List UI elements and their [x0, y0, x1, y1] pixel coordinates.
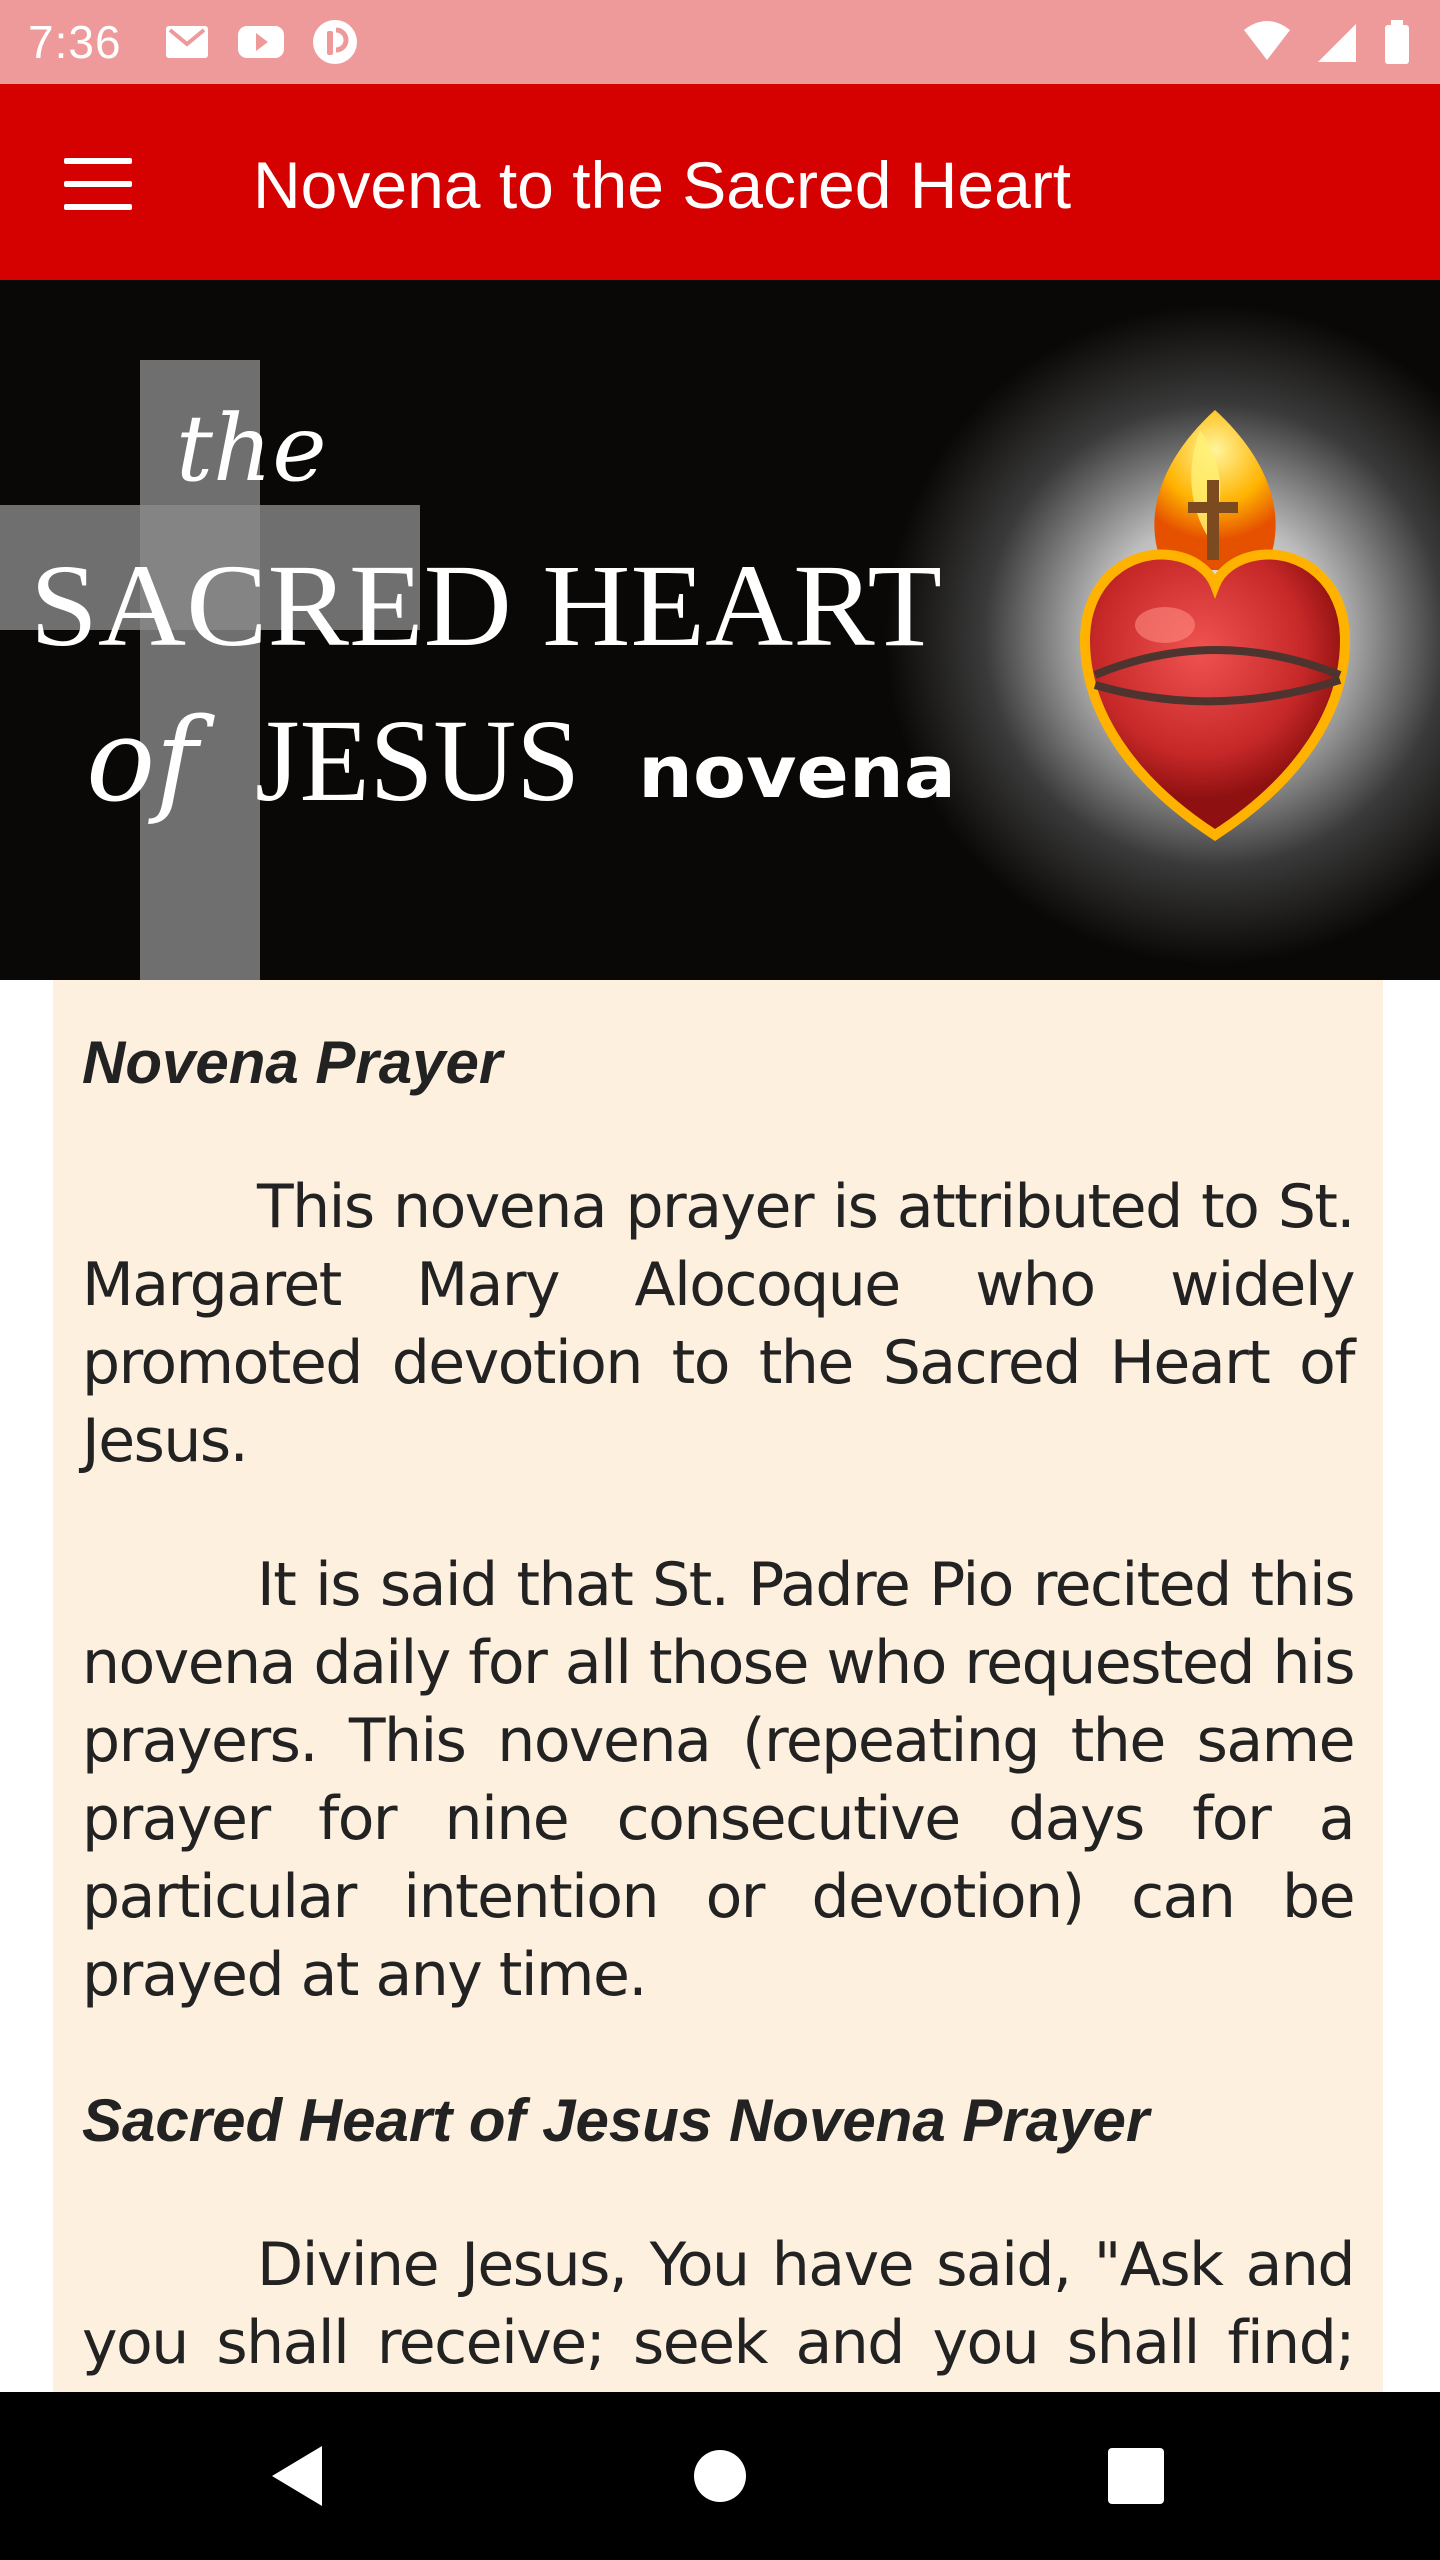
paragraph-padre-pio: It is said that St. Padre Pio recited this novena daily for all those who requested his prayers. This novena (repeating the same prayer for nine consecutive days for a particular intention or devotion) can be prayed at any time.	[82, 1550, 1354, 2010]
back-icon[interactable]	[260, 2436, 340, 2516]
system-nav-bar	[0, 2392, 1440, 2560]
home-icon[interactable]	[680, 2436, 760, 2516]
status-bar	[0, 0, 1440, 84]
heading-novena-prayer: Novena Prayer	[82, 1029, 503, 1096]
app-bar	[0, 84, 1440, 280]
banner-text-of: of	[86, 694, 198, 828]
battery-icon	[1382, 18, 1412, 66]
recents-icon[interactable]	[1096, 2436, 1176, 2516]
status-time: 7:36	[28, 16, 122, 68]
heading-sacred-heart-novena-prayer: Sacred Heart of Jesus Novena Prayer	[82, 2087, 1150, 2154]
banner-text-jesus: JESUS	[255, 695, 580, 826]
gmail-icon	[162, 18, 212, 66]
paragraph-attribution: This novena prayer is attributed to St. Margaret Mary Alocoque who widely promoted devotion to the Sacred Heart of Jesus.	[82, 1172, 1354, 1476]
banner-text-novena: novena	[638, 730, 956, 814]
banner-text-sacred-heart: SACRED HEART	[30, 540, 942, 671]
wifi-icon	[1242, 18, 1292, 66]
banner-text-the: the	[176, 395, 327, 502]
cell-signal-icon	[1312, 18, 1362, 66]
paragraph-divine-jesus: Divine Jesus, You have said, "Ask and you shall receive; seek and you shall find;	[82, 2230, 1354, 2378]
status-icons-left	[162, 18, 360, 66]
content-card	[53, 980, 1383, 2392]
app-notification-icon	[310, 18, 360, 66]
app-title: Novena to the Sacred Heart	[253, 148, 1072, 222]
youtube-icon	[236, 18, 286, 66]
sacred-heart-banner-image	[0, 280, 1440, 980]
hamburger-menu-icon[interactable]	[64, 158, 132, 210]
status-icons-right	[1242, 18, 1412, 66]
